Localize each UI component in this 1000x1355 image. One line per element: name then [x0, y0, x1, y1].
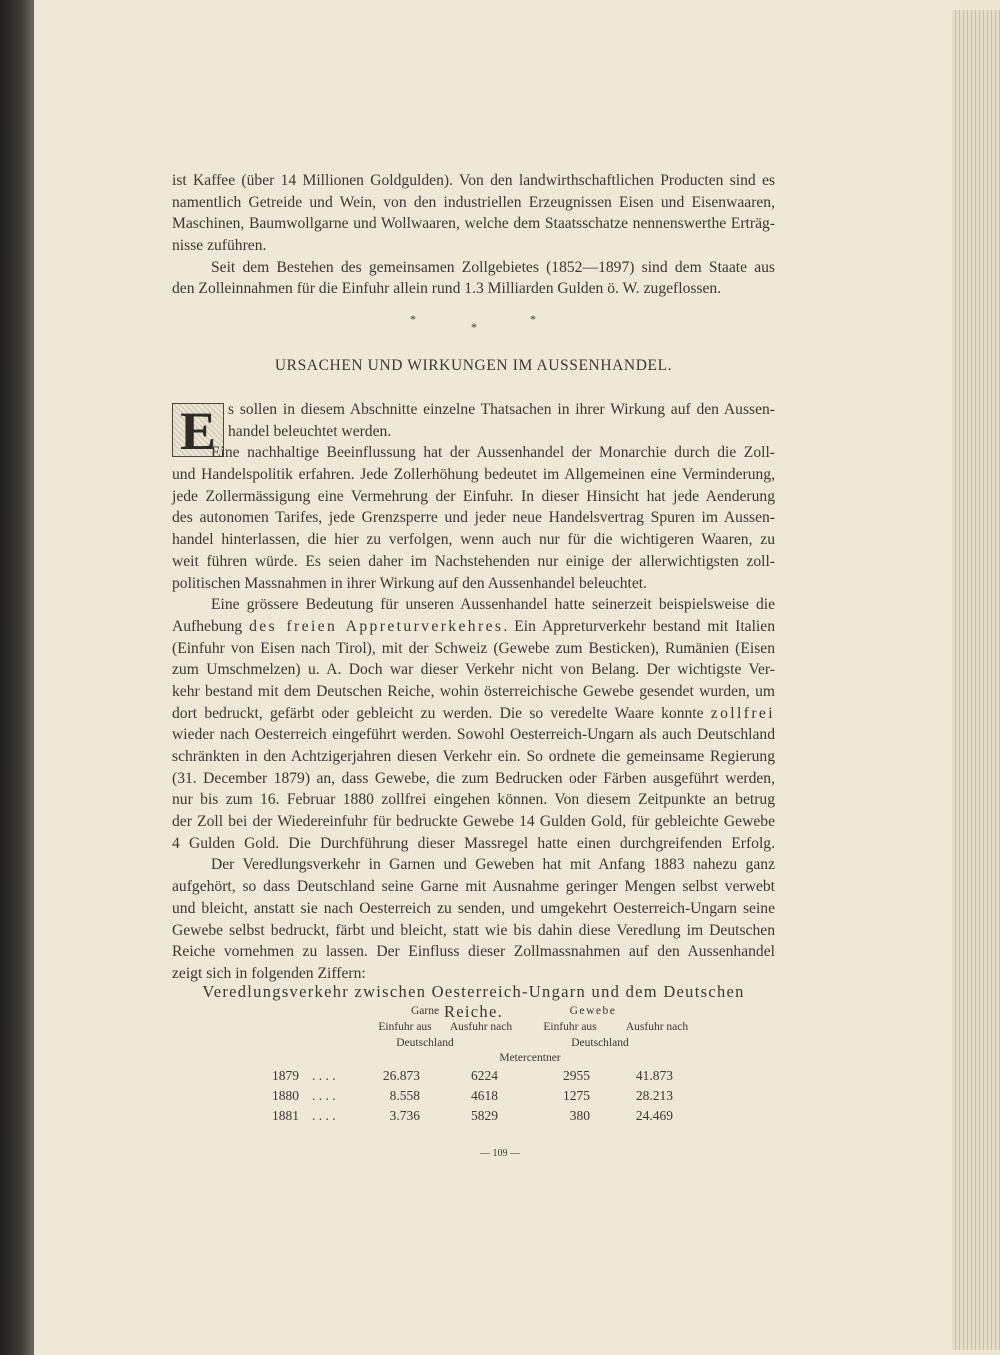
header-garne-einfuhr: Einfuhr aus: [378, 1021, 432, 1033]
text-line: Gewebe selbst bedruckt, färbt und bleicht, statt wie bis dahin diese Veredlung im Deutschen: [172, 921, 775, 939]
cell-gewebe-einfuhr: 1275: [563, 1088, 590, 1103]
text-line: und Handelspolitik erfahren. Jede Zollerhöhung bedeutet im Allgemeinen eine Verminderung,: [172, 466, 775, 484]
cell-year: 1879: [272, 1068, 299, 1083]
text-line: schränkten in den Achtzigerjahren diesen Verkehr ein. So ordnete die gemeinsame Regierung: [172, 748, 775, 765]
text-segment: Aufhebung: [172, 617, 250, 635]
page-number: — 109 —: [480, 1148, 520, 1159]
body-text: [172, 399, 775, 985]
text-line: aufgehört, so dass Deutschland seine Garne mit Ausnahme geringer Mengen selbst verwebt: [172, 878, 775, 896]
cell-garne-ausfuhr: 5829: [471, 1108, 498, 1123]
text-line: Maschinen, Baumwollgarne und Wollwaaren, welche dem Staatsschatze nennenswerthe Erträg-: [172, 215, 775, 233]
text-line: weit führen würde. Es seien daher im Nachstehenden nur einige der allerwichtigsten zoll-: [172, 552, 775, 570]
cell-garne-ausfuhr: 6224: [471, 1068, 498, 1083]
header-gewebe-country: Deutschland: [571, 1037, 629, 1049]
cell-gewebe-ausfuhr: 24.469: [635, 1108, 673, 1123]
header-unit: Metercentner: [499, 1052, 561, 1064]
asterisk: *: [410, 312, 416, 326]
cell-year: 1880: [272, 1088, 299, 1103]
cell-garne-einfuhr: 8.558: [389, 1088, 420, 1103]
header-garne-country: Deutschland: [396, 1037, 454, 1049]
intro-text: [172, 170, 775, 300]
text-line: s sollen in diesem Abschnitte einzelne Thatsachen in ihrer Wirkung auf den Aussen-: [228, 401, 775, 418]
text-line: (Einfuhr von Eisen nach Tirol), mit der Schweiz (Gewebe zum Besticken), Rumänien (Eisen: [172, 639, 775, 657]
header-gewebe-einfuhr: Einfuhr aus: [543, 1021, 597, 1033]
asterisk: *: [530, 312, 536, 326]
asterisk: *: [471, 320, 477, 334]
text-line: Eine nachhaltige Beeinflussung hat der Aussenhandel der Monarchie durch die Zoll-: [211, 444, 775, 462]
text-segment: dort bedruckt, gefärbt oder gebleicht zu werden. Die so veredelte Waare konnte: [172, 704, 711, 722]
text-line: nisse zuführen.: [172, 237, 267, 255]
text-line: handel hinterlassen, die hier zu verfolgen, wenn auch nur für die wichtigeren Waaren, zu: [172, 531, 775, 549]
text-line: jede Zollermässigung eine Vermehrung der Einfuhr. In dieser Hinsicht hat jede Aenderung: [172, 487, 775, 505]
text-line: zeigt sich in folgenden Ziffern:: [172, 964, 366, 982]
table-row: [0, 1108, 1000, 1128]
paragraph: [172, 854, 775, 984]
cell-garne-einfuhr: 3.736: [389, 1108, 420, 1123]
text-line: (31. December 1879) an, dass Gewebe, die zum Bedrucken oder Färben ausgeführt werden,: [172, 769, 775, 787]
text-segment: . Ein Appreturverkehr bestand mit Italien: [503, 617, 775, 635]
spaced-emphasis: des freien Appreturverkehres: [249, 617, 504, 635]
paragraph: [172, 442, 775, 594]
cell-dots: . . . .: [312, 1108, 336, 1123]
text-line: namentlich Getreide und Wein, von den industriellen Erzeugnissen Eisen und Eisenwaaren,: [172, 193, 775, 211]
cell-dots: . . . .: [312, 1068, 336, 1083]
table-title: Veredlungsverkehr zwischen Oesterreich-Ungarn und dem Deutschen Reiche.: [202, 982, 745, 1021]
text-line: politischen Massnahmen in ihrer Wirkung auf den Aussenhandel beleuchtet.: [172, 574, 648, 592]
cell-gewebe-ausfuhr: 28.213: [635, 1088, 673, 1103]
section-heading: URSACHEN UND WIRKUNGEN IM AUSSENHANDEL.: [274, 357, 673, 374]
cell-gewebe-einfuhr: 2955: [563, 1068, 590, 1083]
text-line: 4 Gulden Gold. Die Durchführung dieser Massregel hatte einen durchgreifenden Erfolg.: [172, 834, 775, 852]
header-garne-ausfuhr: Ausfuhr nach: [449, 1021, 513, 1033]
text-line: und bleicht, anstatt sie nach Oesterreich zu senden, und umgekehrt Oesterreich-Ungarn seine: [172, 899, 775, 917]
paragraph: [172, 257, 775, 300]
text-line: wieder nach Oesterreich eingeführt werden. Sowohl Oesterreich-Ungarn als auch Deutschland: [172, 726, 775, 744]
cell-garne-ausfuhr: 4618: [471, 1088, 498, 1103]
text-line: kehr bestand mit dem Deutschen Reiche, wohin österreichische Gewebe gesendet wurden, um: [172, 682, 775, 700]
text-line: Der Veredlungsverkehr in Garnen und Geweben hat mit Anfang 1883 nahezu ganz: [211, 856, 775, 874]
header-gewebe: Gewebe: [569, 1005, 617, 1017]
text-line: Eine grössere Bedeutung für unseren Aussenhandel hatte seinerzeit beispielsweise die: [211, 596, 775, 614]
text-line: der Zoll bei der Wiedereinfuhr für bedruckte Gewebe 14 Gulden Gold, für gebleichte Gewebe: [172, 813, 775, 831]
cell-dots: . . . .: [312, 1088, 336, 1103]
cell-gewebe-einfuhr: 380: [569, 1108, 590, 1123]
text-line: [172, 703, 775, 725]
paragraph: [172, 594, 775, 854]
text-line: Reiche vornehmen zu lassen. Der Einfluss dieser Zollmassnahmen auf den Aussenhandel: [172, 943, 775, 961]
text-line: [172, 616, 775, 638]
text-line: zum Umschmelzen) u. A. Doch war dieser Verkehr nicht von Belang. Der wichtigste Ver-: [172, 661, 775, 679]
text-line: Seit dem Bestehen des gemeinsamen Zollgebietes (1852—1897) sind dem Staate aus: [211, 258, 775, 276]
cell-garne-einfuhr: 26.873: [382, 1068, 420, 1083]
paragraph: [172, 170, 775, 257]
header-garne: Garne: [410, 1005, 440, 1017]
text-line: handel beleuchtet werden.: [228, 422, 392, 440]
header-gewebe-ausfuhr: Ausfuhr nach: [625, 1021, 689, 1033]
table-row: [0, 1068, 1000, 1088]
text-line: den Zolleinnahmen für die Einfuhr allein rund 1.3 Milliarden Gulden ö. W. zugeflossen.: [172, 280, 722, 298]
cell-gewebe-ausfuhr: 41.873: [635, 1068, 673, 1083]
table-row: [0, 1088, 1000, 1108]
text-line: ist Kaffee (über 14 Millionen Goldgulden). Von den landwirthschaftlichen Producten sind es: [172, 172, 775, 189]
drop-cap-initial: E: [172, 403, 224, 457]
spaced-emphasis: zollfrei: [710, 704, 775, 722]
text-line: des autonomen Tarifes, jede Grenzsperre und jeder neue Handelsvertrag Spuren im Aussen-: [172, 509, 775, 527]
text-line: nur bis zum 16. Februar 1880 zollfrei eingehen können. Von diesem Zeitpunkte an betrug: [172, 791, 775, 809]
paragraph: [172, 399, 775, 442]
cell-year: 1881: [272, 1108, 299, 1123]
